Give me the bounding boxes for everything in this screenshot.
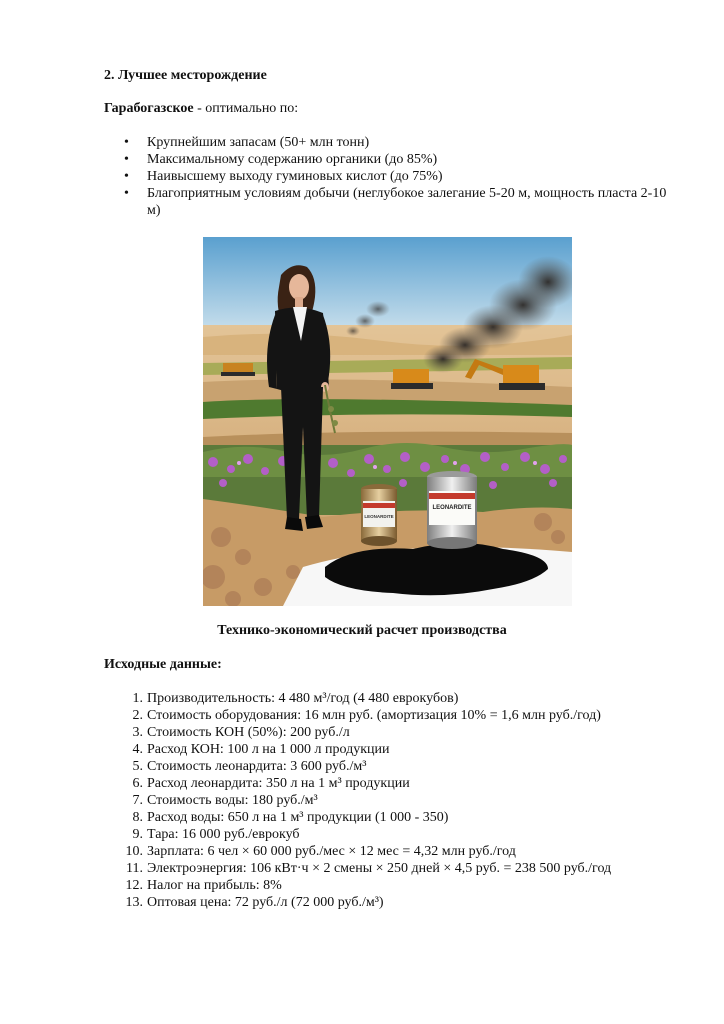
list-item (104, 826, 684, 843)
list-item (104, 707, 684, 724)
illustration-svg (203, 237, 572, 606)
item-text: Расход леонардита: 350 л на 1 м³ продукции (147, 776, 410, 791)
intro-rest: - оптимально по: (193, 101, 299, 116)
item-number: 7. (132, 793, 143, 808)
list-item (104, 741, 684, 758)
item-number: 4. (132, 742, 143, 757)
item-number: 8. (132, 810, 143, 825)
section-heading: 2. Лучшее месторождение (104, 68, 267, 83)
list-item (104, 843, 684, 860)
list-item (104, 860, 684, 877)
list-item (104, 758, 684, 775)
intro-line (104, 101, 298, 117)
item-number: 9. (132, 827, 143, 842)
item-text: Стоимость КОН (50%): 200 руб./л (147, 725, 350, 740)
item-number: 10. (125, 844, 143, 859)
illustration (203, 237, 572, 606)
list-item (104, 809, 684, 826)
item-number: 2. (132, 708, 143, 723)
svg-text:LEONARDITE: LEONARDITE (432, 505, 472, 511)
item-text: Производительность: 4 480 м³/год (4 480 еврокубов) (147, 691, 459, 706)
list-item (104, 724, 684, 741)
svg-text:LEONARDITE: LEONARDITE (364, 514, 394, 519)
figure-caption: Технико-экономический расчет производства (217, 623, 507, 638)
can-large (427, 471, 477, 549)
criteria-list (104, 134, 674, 219)
item-text: Тара: 16 000 руб./еврокуб (147, 827, 300, 842)
input-data-heading: Исходные данные: (104, 657, 222, 672)
item-text: Оптовая цена: 72 руб./л (72 000 руб./м³) (147, 895, 384, 910)
item-number: 3. (132, 725, 143, 740)
list-item (104, 775, 684, 792)
item-text: Налог на прибыль: 8% (147, 878, 282, 893)
item-text: Стоимость леонардита: 3 600 руб./м³ (147, 759, 367, 774)
item-number: 5. (132, 759, 143, 774)
item-number: 11. (126, 861, 143, 876)
list-item (104, 894, 684, 911)
list-item (104, 792, 684, 809)
item-text: Расход КОН: 100 л на 1 000 л продукции (147, 742, 390, 757)
item-number: 12. (125, 878, 143, 893)
list-item: • Благоприятным условиям добычи (неглубокое залегание 5-20 м, мощность пласта 2-10 м) (104, 185, 674, 219)
list-item (104, 690, 684, 707)
list-item: • Наивысшему выходу гуминовых кислот (до 75%) (104, 168, 674, 185)
item-number: 13. (125, 895, 143, 910)
item-text: Стоимость оборудования: 16 млн руб. (амортизация 10% = 1,6 млн руб./год) (147, 708, 601, 723)
item-text: Зарплата: 6 чел × 60 000 руб./мес × 12 мес = 4,32 млн руб./год (147, 844, 516, 859)
deposit-name: Гарабогазское (104, 101, 194, 116)
list-item: • Максимальному содержанию органики (до 85%) (104, 151, 674, 168)
list-item: • Крупнейшим запасам (50+ млн тонн) (104, 134, 674, 151)
item-number: 6. (132, 776, 143, 791)
list-item (104, 877, 684, 894)
item-text: Расход воды: 650 л на 1 м³ продукции (1 000 - 350) (147, 810, 449, 825)
can-small (361, 484, 397, 546)
item-number: 1. (132, 691, 143, 706)
item-text: Стоимость воды: 180 руб./м³ (147, 793, 318, 808)
item-text: Электроэнергия: 106 кВт·ч × 2 смены × 250 дней × 4,5 руб. = 238 500 руб./год (147, 861, 612, 876)
input-data-list (104, 690, 684, 911)
